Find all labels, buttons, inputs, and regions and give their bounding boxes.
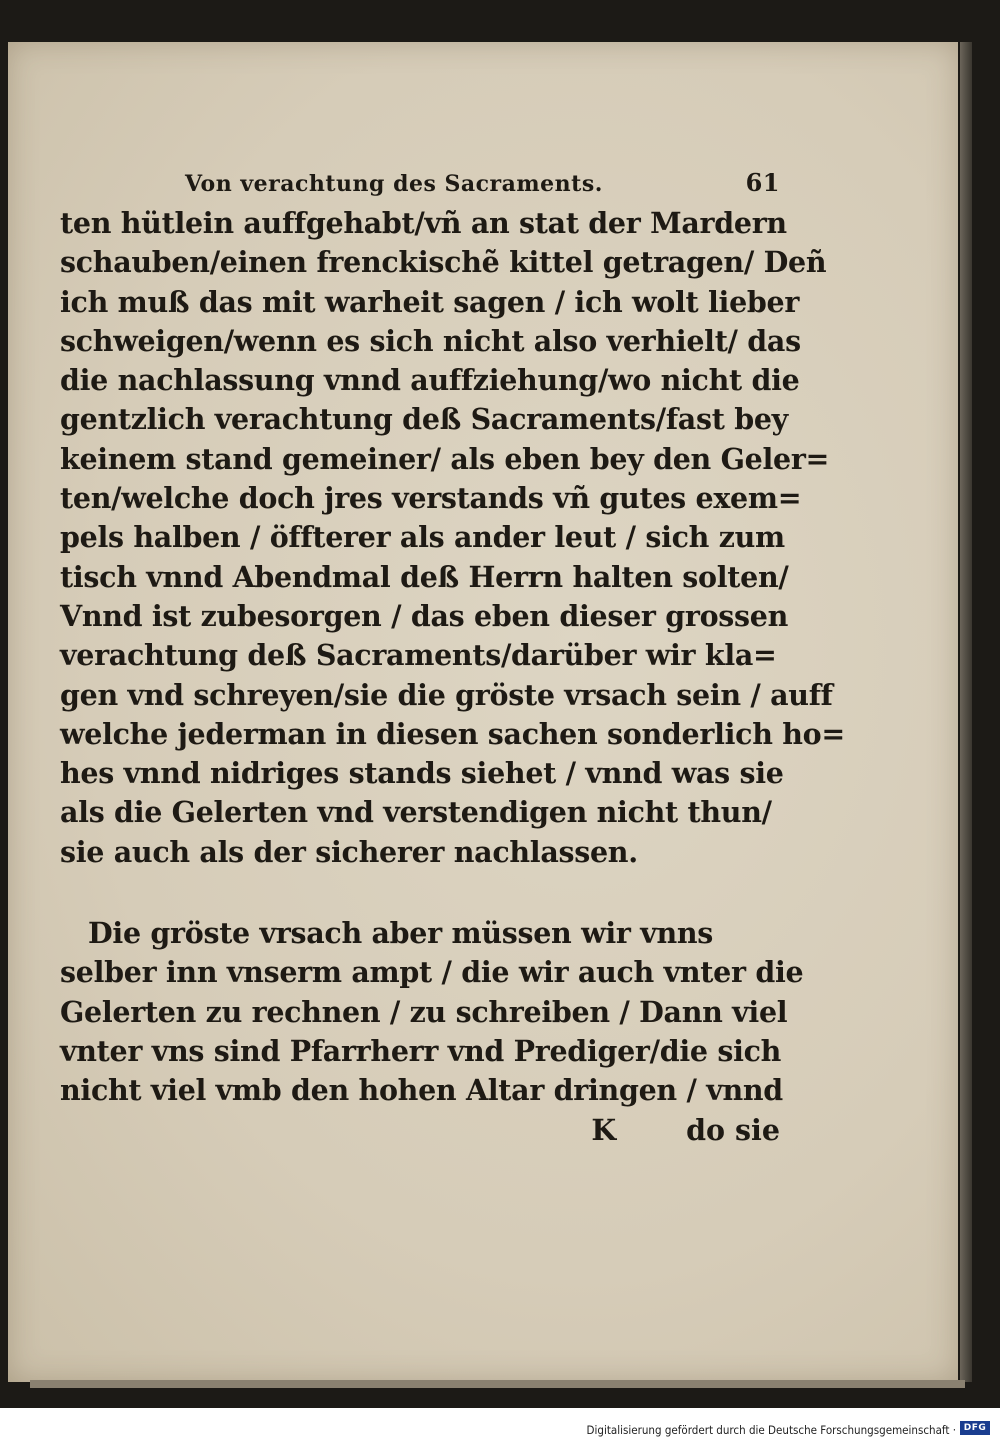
text-line: ich muß das mit warheit sagen / ich wolt lieber bbox=[60, 284, 800, 319]
running-header bbox=[60, 168, 780, 204]
text-line: schweigen/wenn es sich nicht also verhielt/ das bbox=[60, 323, 801, 358]
text-line: gentzlich verachtung deß Sacraments/fast bey bbox=[60, 402, 788, 437]
funding-notice: Digitalisierung gefördert durch die Deutsche Forschungsgemeinschaft · bbox=[586, 1423, 956, 1437]
running-title: Von verachtung des Sacraments. bbox=[185, 171, 603, 197]
paragraph-2 bbox=[60, 914, 804, 1110]
folio-number: 61 bbox=[745, 168, 780, 197]
page-text bbox=[60, 168, 845, 1150]
text-line: die nachlassung vnnd auffziehung/wo nicht die bbox=[60, 363, 800, 398]
text-line: ten hütlein auffgehabt/vñ an stat der Mardern bbox=[60, 206, 787, 240]
text-line: hes vnnd nidriges stands siehet / vnnd was sie bbox=[60, 756, 784, 791]
page-edge-right bbox=[960, 42, 972, 1382]
page-footer bbox=[60, 1111, 780, 1150]
text-line: Die gröste vrsach aber müssen wir vnns bbox=[88, 916, 714, 951]
text-line: vnter vns sind Pfarrherr vnd Prediger/die sich bbox=[60, 1033, 782, 1068]
text-line: Vnnd ist zubesorgen / das eben dieser grossen bbox=[60, 598, 789, 633]
paragraph-1 bbox=[60, 204, 845, 872]
text-line: als die Gelerten vnd verstendigen nicht thun/ bbox=[60, 795, 772, 830]
paragraph-gap bbox=[60, 872, 780, 914]
text-line: sie auch als der sicherer nachlassen. bbox=[60, 834, 638, 869]
text-line: schauben/einen frenckischẽ kittel getragen/ Deñ bbox=[60, 245, 827, 280]
text-line: keinem stand gemeiner/ als eben bey den Geler= bbox=[60, 441, 830, 476]
catchword: do sie bbox=[686, 1112, 780, 1147]
text-line: tisch vnnd Abendmal deß Herrn halten solten/ bbox=[60, 559, 789, 594]
text-line: gen vnd schreyen/sie die gröste vrsach sein / auff bbox=[60, 677, 833, 712]
text-line: Gelerten zu rechnen / zu schreiben / Dann viel bbox=[60, 994, 788, 1029]
signature-mark: K bbox=[591, 1112, 617, 1147]
text-line: welche jederman in diesen sachen sonderlich ho= bbox=[60, 716, 845, 751]
text-line: ten/welche doch jres verstands vñ gutes exem= bbox=[60, 481, 802, 516]
text-line: pels halben / öffterer als ander leut / sich zum bbox=[60, 520, 785, 555]
page-edge-bottom bbox=[30, 1380, 965, 1388]
text-line: nicht viel vmb den hohen Altar dringen / vnnd bbox=[60, 1073, 783, 1108]
text-line: verachtung deß Sacraments/darüber wir kla= bbox=[60, 638, 777, 673]
text-line: selber inn vnserm ampt / die wir auch vnter die bbox=[60, 955, 804, 990]
dfg-logo-icon: DFG bbox=[960, 1421, 990, 1435]
